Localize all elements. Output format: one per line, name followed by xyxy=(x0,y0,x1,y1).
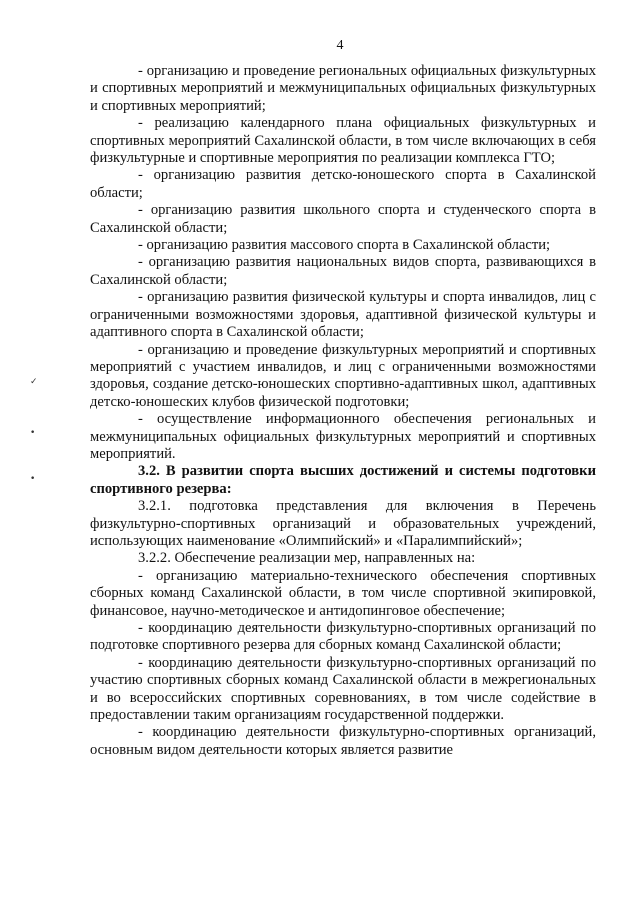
paragraph: 3.2.2. Обеспечение реализации мер, направленных на: xyxy=(138,550,476,567)
paragraph: - координацию деятельности физкультурно-спортивных организаций по подготовке спортивного резерва для сборных команд Сахалинской области; xyxy=(90,620,596,654)
margin-mark-check: ✓ xyxy=(30,377,38,387)
paragraph: - организацию развития детско-юношеского спорта в Сахалинской области; xyxy=(90,167,596,201)
paragraph: - организацию развития физической культуры и спорта инвалидов, лиц с ограниченными возможностями здоровья, адаптивной физической культуры и адаптивного спорта в Сахалинской области; xyxy=(90,289,596,341)
paragraph: - координацию деятельности физкультурно-спортивных организаций по участию спортивных сборных команд Сахалинской области в межрегиональных и во всероссийских спортивных соревнованиях, в том числе содействие в предоставлении таким организациям государственной поддержки. xyxy=(90,654,596,724)
page-number: 4 xyxy=(336,38,344,53)
paragraph: - организацию материально-технического обеспечения спортивных сборных команд Сахалинской области, в том числе спортивной экипировкой, финансовое, научно-методическое и антидопинговое обеспечение; xyxy=(90,567,596,619)
paragraph: - организацию развития массового спорта в Сахалинской области; xyxy=(138,237,551,254)
paragraph: 3.2.1. подготовка представления для включения в Перечень физкультурно-спортивных организаций и образовательных учреждений, использующих наименование «Олимпийский» и «Паралимпийский»; xyxy=(90,498,596,549)
paragraph: - организацию развития национальных видов спорта, развивающихся в Сахалинской области; xyxy=(90,254,596,288)
margin-mark-dot: • xyxy=(30,428,36,438)
paragraph: - координацию деятельности физкультурно-спортивных организаций, основным видом деятельности которых является развитие xyxy=(90,724,596,758)
paragraph: - осуществление информационного обеспечения региональных и межмуниципальных официальных физкультурных мероприятий и спортивных мероприятий. xyxy=(90,411,596,462)
paragraph: - организацию развития школьного спорта и студенческого спорта в Сахалинской области; xyxy=(90,202,596,236)
document-body xyxy=(90,63,596,759)
paragraph: - реализацию календарного плана официальных физкультурных и спортивных мероприятий Сахалинской области, в том числе включающих в себя физкультурные и спортивные мероприятия по реализации комплекса ГТО; xyxy=(90,115,596,167)
paragraph: - организацию и проведение физкультурных мероприятий и спортивных мероприятий с участием инвалидов, и лиц с ограниченными возможностями здоровья, создание детско-юношеских спортивно-адаптивных школ, адаптивных детско-юношеских клубов физической подготовки; xyxy=(90,341,596,410)
section-heading: 3.2. В развитии спорта высших достижений и системы подготовки спортивного резерва: xyxy=(90,463,596,497)
margin-mark-dot: • xyxy=(30,474,36,484)
paragraph: - организацию и проведение региональных официальных физкультурных и спортивных мероприятий и межмуниципальных официальных физкультурных и спортивных мероприятий; xyxy=(90,63,596,114)
